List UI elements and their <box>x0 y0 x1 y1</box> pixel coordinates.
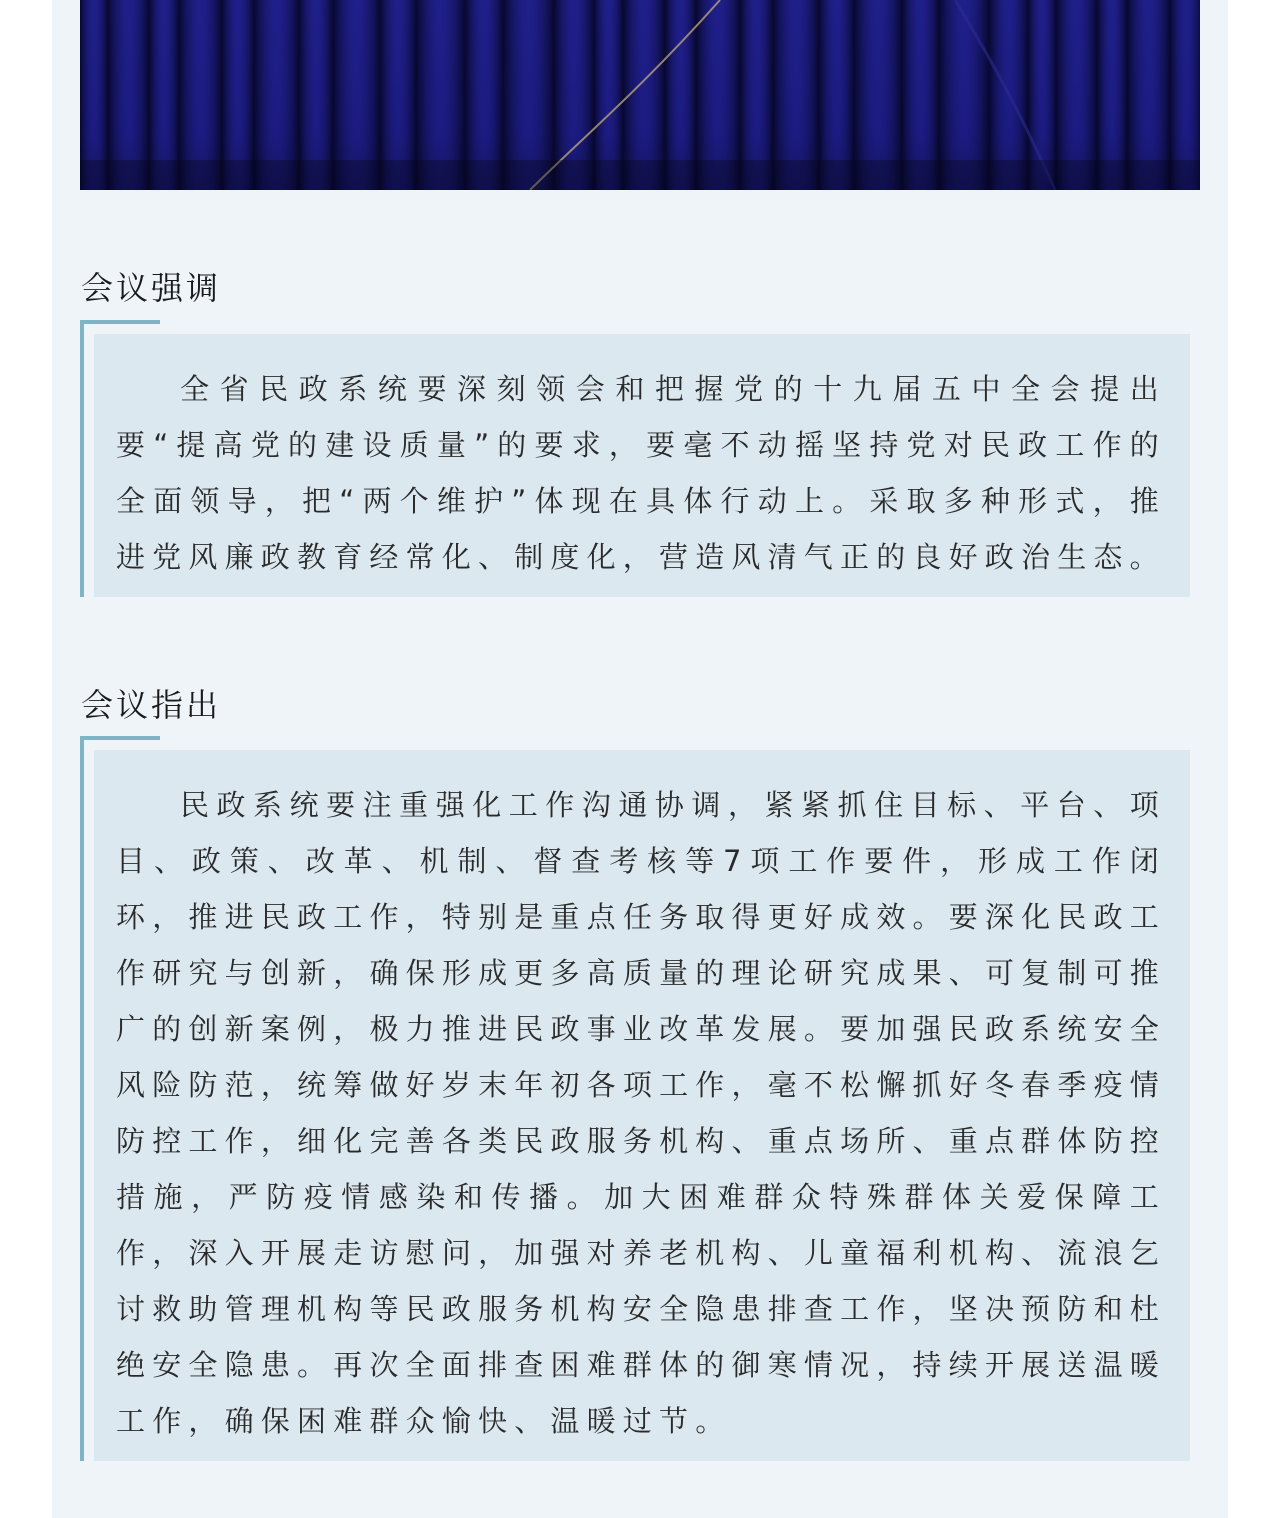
section-body-emphasis: 全省民政系统要深刻领会和把握党的十九届五中全会提出要“提高党的建设质量”的要求，要毫不动摇坚持党对民政工作的全面领导，把“两个维护”体现在具体行动上。采取多种形式，推进党风廉政教育经常化、制度化，营造风清气正的良好政治生态。 <box>116 372 1166 574</box>
section-body-points: 民政系统要注重强化工作沟通协调，紧紧抓住目标、平台、项目、政策、改革、机制、督查考核等7项工作要件，形成工作闭环，推进民政工作，特别是重点任务取得更好成效。要深化民政工作研究与创新，确保形成更多高质量的理论研究成果、可复制可推广的创新案例，极力推进民政事业改革发展。要加强民政系统安全风险防范，统筹做好岁末年初各项工作，毫不松懈抓好冬春季疫情防控工作，细化完善各类民政服务机构、重点场所、重点群体防控措施，严防疫情感染和传播。加大困难群众特殊群体关爱保障工作，深入开展走访慰问，加强对养老机构、儿童福利机构、流浪乞讨救助管理机构等民政服务机构安全隐患排查工作，坚决预防和杜绝安全隐患。再次全面排查困难群体的御寒情况，持续开展送温暖工作，确保困难群众愉快、温暖过节。 <box>116 788 1166 1438</box>
section-accent-bar <box>80 320 84 597</box>
section-title-points: 会议指出 <box>81 686 222 724</box>
hero-image <box>80 0 1200 190</box>
section-card-points <box>94 750 1190 1461</box>
section-accent-top <box>80 320 160 324</box>
section-accent-top <box>80 736 160 740</box>
section-card-emphasis <box>94 334 1190 597</box>
section-title-emphasis: 会议强调 <box>81 269 222 307</box>
curtain-stage-photo <box>80 0 1200 190</box>
section-accent-bar <box>80 736 84 1461</box>
